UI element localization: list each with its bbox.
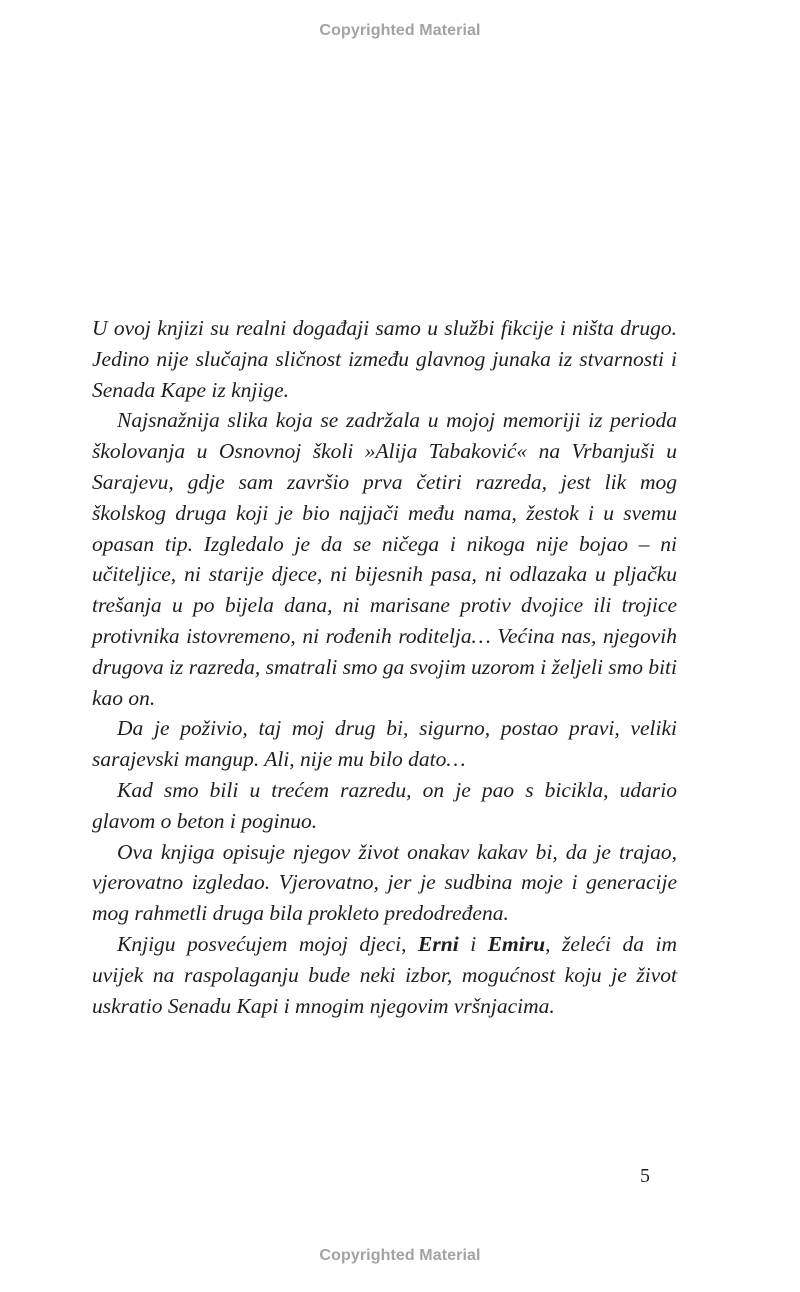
- body-text: [92, 313, 677, 1021]
- dedication-name-erna: Erni: [418, 931, 459, 956]
- copyright-watermark-bottom: Copyrighted Material: [319, 1247, 481, 1264]
- paragraph-book-purpose: Ova knjiga opisuje njegov život onakav kakav bi, da je trajao, vjerovatno izgledao. Vjerovatno, jer je sudbina moje i generacije mog rahmetli druga bila prokleto predodređena.: [92, 839, 677, 926]
- paragraph-intro: U ovoj knjizi su realni događaji samo u službi fikcije i ništa drugo. Jedino nije slučajna sličnost između glavnog junaka iz stvarnosti i Senada Kape iz knjige.: [92, 316, 677, 402]
- page-number: 5: [640, 1165, 650, 1187]
- paragraph-accident: Kad smo bili u trećem razredu, on je pao s bicikla, udario glavom o beton i poginuo.: [92, 777, 677, 833]
- dedication-text-between: i: [458, 931, 488, 956]
- paragraph-memory: Najsnažnija slika koja se zadržala u mojoj memoriji iz perioda školovanja u Osnovnoj školi »Alija Tabaković« na Vrbanjuši u Sarajevu, gdje sam završio prva četiri razreda, jest lik mog školskog druga koji je bio najjači među nama, žestok i u svemu opasan tip. Izgledalo je da se ničega i nikoga nije bojao – ni učiteljice, ni starije djece, ni bijesnih pasa, ni odlazaka u pljačku trešanja u po bijela dana, ni marisane protiv dvojice ili trojice protivnika istovremeno, ni rođenih roditelja… Većina nas, njegovih drugova iz razreda, smatrali smo ga svojim uzorom i željeli smo biti kao on.: [92, 408, 677, 710]
- dedication-text-after: , želeći da im uvijek na raspolaganju bude neki izbor, mogućnost koju je život uskratio Senadu Kapi i mnogim njegovim vršnjacima.: [92, 931, 677, 1018]
- paragraph-future: Da je poživio, taj moj drug bi, sigurno, postao pravi, veliki sarajevski mangup. Ali, nije mu bilo dato…: [92, 716, 677, 772]
- dedication-text-before: Knjigu posvećujem mojoj djeci,: [117, 931, 419, 956]
- dedication-name-emir: Emiru: [487, 931, 546, 956]
- copyright-watermark-top: Copyrighted Material: [319, 22, 481, 39]
- paragraph-dedication: [92, 929, 677, 1021]
